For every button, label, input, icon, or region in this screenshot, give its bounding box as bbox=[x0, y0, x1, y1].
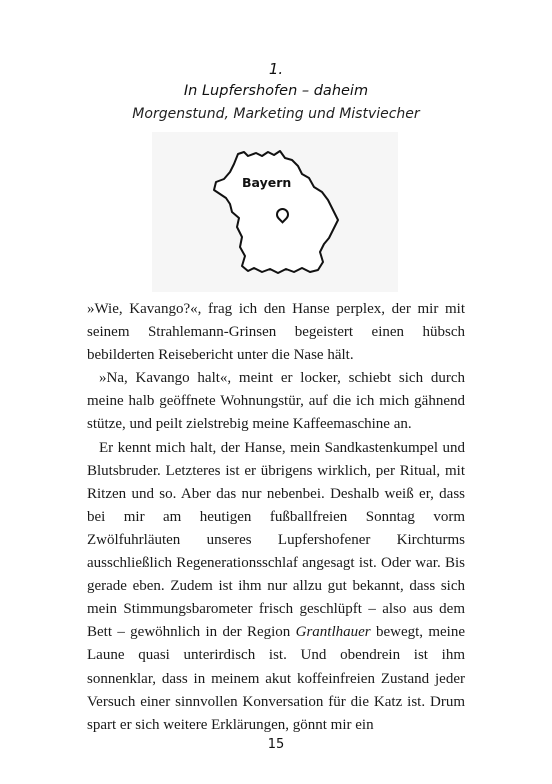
emphasized-text: Grantlhauer bbox=[295, 624, 371, 641]
page-number: 15 bbox=[267, 737, 285, 752]
paragraph bbox=[87, 367, 465, 436]
paragraph-text: »Na, Kavango halt«, meint er locker, schiebt sich durch meine halb geöffnete Wohnungstür, auf die ich mich gähnend stütze, und peilt zielstrebig meine Kaffeemaschine an. bbox=[87, 370, 465, 433]
chapter-number: 1. bbox=[268, 60, 284, 78]
paragraph-text: Er kennt mich halt, der Hanse, mein Sandkastenkumpel und Blutsbruder. Letzteres ist er übrigens wirklich, per Ritual, mit Ritzen und so. Aber das nur nebenbei. Deshalb weiß er, dass bei mir am heutigen fußballfreien Sonntag vorm Zwölfuhrläuten unseres Lupfershofener Kirchturms ausschließlich Regenerationsschlaf angesagt ist. Oder war. Bis gerade eben. Zudem ist ihm nur allzu gut bekannt, dass sich mein Stimmungsbarometer frisch geschlüpft – also aus dem Bett – gewöhnlich in der Region bbox=[87, 439, 465, 641]
paragraph-text: »Wie, Kavango?«, frag ich den Hanse perplex, der mir mit seinem Strahlemann-Grinsen begeistert einen hübsch bebilderten Reisebericht unter die Nase hält. bbox=[87, 301, 465, 364]
body-text bbox=[87, 298, 465, 737]
bavaria-map-figure bbox=[152, 132, 398, 292]
map-label: Bayern bbox=[242, 175, 292, 190]
paragraph bbox=[87, 298, 465, 367]
paragraph bbox=[87, 437, 465, 737]
paragraph-text: bewegt, meine Laune quasi unterirdisch ist. Und obendrein ist ihm sonnenklar, dass in meinem akut koffeinfreien Zustand jeder Versuch einer sinnvollen Konversation für die Katz ist. Drum spart er sich weitere Erklärungen, gönnt mir ein bbox=[87, 624, 466, 733]
chapter-subtitle: Morgenstund, Marketing und Mistviecher bbox=[132, 106, 420, 122]
chapter-title: In Lupfershofen – daheim bbox=[183, 83, 369, 99]
